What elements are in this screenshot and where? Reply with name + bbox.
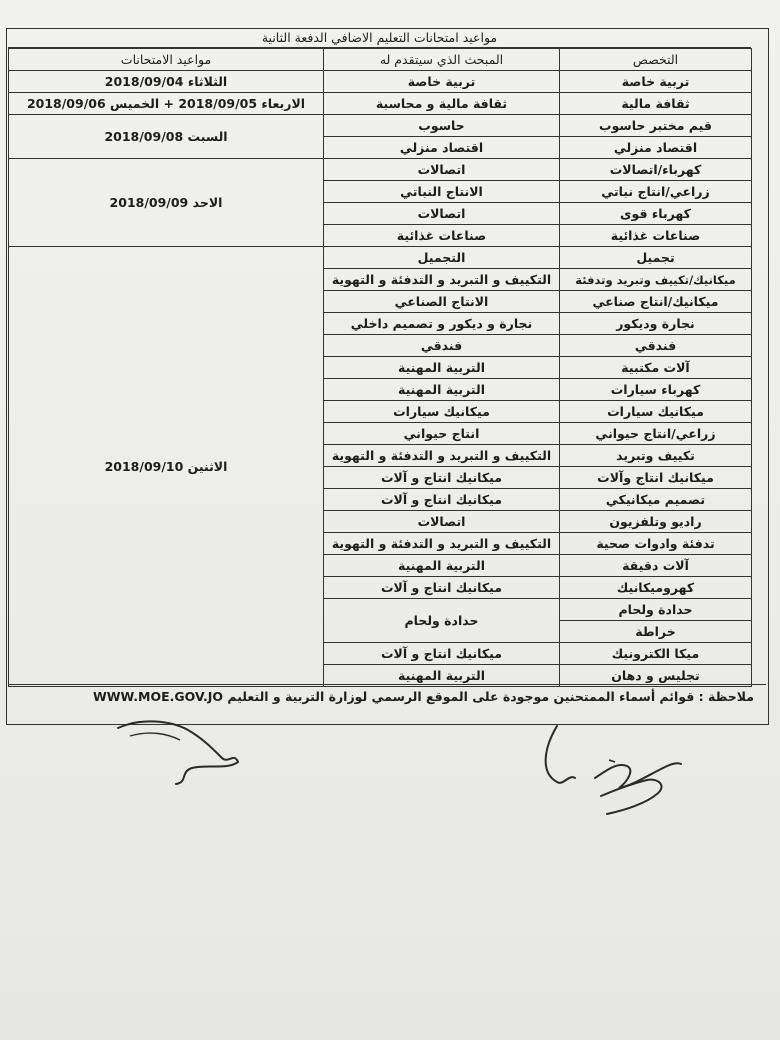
exam-schedule-table [8,48,752,687]
subject-cell: فندقي [324,335,560,357]
specialty-cell: تكييف وتبريد [560,445,752,467]
specialty-cell: تدفئة وادوات صحية [560,533,752,555]
table-row [9,247,752,269]
subject-cell: ميكانيك سيارات [324,401,560,423]
specialty-cell: ميكانيك انتاج وآلات [560,467,752,489]
specialty-cell: ميكانيك سيارات [560,401,752,423]
specialty-cell: كهرباء قوى [560,203,752,225]
subject-cell: اتصالات [324,511,560,533]
specialty-cell: زراعي/انتاج حيواني [560,423,752,445]
specialty-cell: ميكانيك/تكييف وتبريد وتدفئة [560,269,752,291]
subject-cell: التجميل [324,247,560,269]
specialty-cell: اقتصاد منزلي [560,137,752,159]
table-row [9,71,752,93]
subject-cell: الانتاج الصناعي [324,291,560,313]
specialty-cell: كهرباء/اتصالات [560,159,752,181]
specialty-cell: كهرباء سيارات [560,379,752,401]
signature-right [535,712,695,822]
subject-cell: ميكانيك انتاج و آلات [324,643,560,665]
footnote: ملاحظة : قوائم أسماء الممتحنين موجودة على الموقع الرسمي لوزارة التربية و التعليم WWW.MOE.GOV.JO [8,684,766,710]
exam-date-cell: الاحد 2018/09/09 [9,159,324,247]
subject-cell: اتصالات [324,159,560,181]
subject-cell: ميكانيك انتاج و آلات [324,489,560,511]
subject-cell: الانتاج النباتي [324,181,560,203]
specialty-cell: تجميل [560,247,752,269]
specialty-cell: ميكانيك/انتاج صناعي [560,291,752,313]
subject-cell: التربية المهنية [324,357,560,379]
table-row [9,115,752,137]
exam-date-cell: السبت 2018/09/08 [9,115,324,159]
exam-date-cell: الاثنين 2018/09/10 [9,247,324,687]
specialty-cell: آلات مكتبية [560,357,752,379]
subject-cell: ميكانيك انتاج و آلات [324,467,560,489]
specialty-cell: زراعي/انتاج نباتي [560,181,752,203]
subject-cell: ثقافة مالية و محاسبة [324,93,560,115]
table-row [9,93,752,115]
header-dates: مواعيد الامتحانات [9,49,324,71]
subject-cell: التربية المهنية [324,555,560,577]
specialty-cell: قيم مختبر حاسوب [560,115,752,137]
subject-cell: التكييف و التبريد و التدفئة و التهوية [324,533,560,555]
subject-cell: التكييف و التبريد و التدفئة و التهوية [324,445,560,467]
subject-cell: التربية المهنية [324,379,560,401]
subject-cell: التربية المهنية [324,665,560,687]
specialty-cell: آلات دقيقة [560,555,752,577]
subject-cell: حاسوب [324,115,560,137]
header-specialty: التخصص [560,49,752,71]
subject-cell: حدادة ولحام [324,599,560,643]
subject-cell: نجارة و ديكور و تصميم داخلي [324,313,560,335]
specialty-cell: فندقي [560,335,752,357]
subject-cell: اتصالات [324,203,560,225]
header-subject: المبحث الذي سيتقدم له [324,49,560,71]
specialty-cell: تجليس و دهان [560,665,752,687]
specialty-cell: ميكا الكترونيك [560,643,752,665]
exam-date-cell: الاربعاء 2018/09/05 + الخميس 2018/09/06 [9,93,324,115]
specialty-cell: خراطة [560,621,752,643]
subject-cell: ميكانيك انتاج و آلات [324,577,560,599]
table-row [9,159,752,181]
specialty-cell: حدادة ولحام [560,599,752,621]
table-header-row [9,49,752,71]
subject-cell: التكييف و التبريد و التدفئة و التهوية [324,269,560,291]
specialty-cell: كهروميكانيك [560,577,752,599]
signature-left [110,712,250,792]
subject-cell: انتاج حيواني [324,423,560,445]
specialty-cell: راديو وتلفزيون [560,511,752,533]
specialty-cell: صناعات غذائية [560,225,752,247]
subject-cell: اقتصاد منزلي [324,137,560,159]
document-title: مواعيد امتحانات التعليم الاضافي الدفعة الثانية [8,28,751,48]
subject-cell: صناعات غذائية [324,225,560,247]
specialty-cell: نجارة وديكور [560,313,752,335]
specialty-cell: ثقافة مالية [560,93,752,115]
specialty-cell: تربية خاصة [560,71,752,93]
exam-date-cell: الثلاثاء 2018/09/04 [9,71,324,93]
specialty-cell: تصميم ميكانيكي [560,489,752,511]
subject-cell: تربية خاصة [324,71,560,93]
